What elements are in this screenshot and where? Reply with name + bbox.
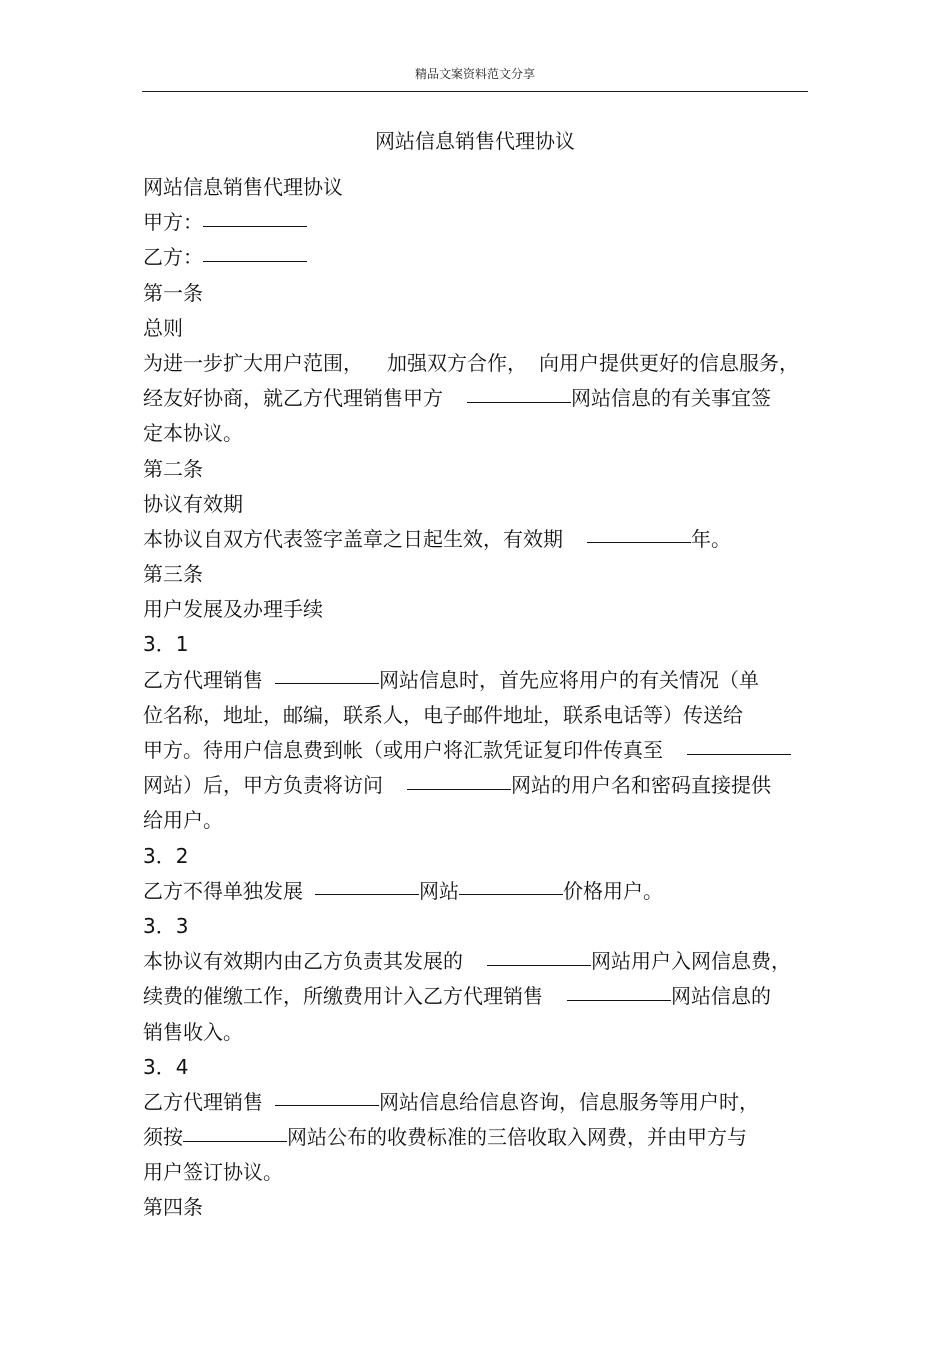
text-segment: 年。: [691, 526, 731, 551]
text-line: [143, 1050, 833, 1085]
text-segment: 乙方：: [143, 245, 203, 270]
text-line: [143, 663, 833, 698]
text-line: [143, 1190, 833, 1225]
text-line: [143, 311, 833, 346]
text-segment: 网站用户入网信息费，: [591, 949, 791, 974]
text-line: [143, 1015, 833, 1050]
text-line: [143, 346, 833, 381]
header-divider: [142, 91, 808, 92]
text-segment: 乙方代理销售: [143, 1089, 263, 1114]
text-segment: 销售收入。: [143, 1019, 243, 1044]
text-line: [143, 1085, 833, 1120]
text-line: [143, 909, 833, 944]
text-segment: 本协议有效期内由乙方负责其发展的: [143, 949, 463, 974]
text-line: [143, 557, 833, 592]
text-line: [143, 487, 833, 522]
text-segment: 3．2: [143, 843, 189, 868]
text-line: [143, 240, 833, 275]
text-line: [143, 733, 833, 768]
text-line: [143, 627, 833, 662]
page-header-text: 精品文案资料范文分享: [414, 67, 535, 81]
fill-in-blank: [487, 964, 591, 966]
fill-in-blank: [467, 401, 571, 403]
text-segment: 加强双方合作，: [387, 350, 527, 375]
text-segment: 网站信息的有关事宜签: [571, 386, 771, 411]
fill-in-blank: [275, 1104, 379, 1106]
fill-in-blank: [203, 225, 307, 227]
text-segment: 3．1: [143, 632, 189, 657]
fill-in-blank: [587, 541, 691, 543]
text-segment: 给用户。: [143, 808, 223, 833]
text-line: [143, 170, 833, 205]
text-segment: 续费的催缴工作，所缴费用计入乙方代理销售: [143, 984, 543, 1009]
text-segment: 本协议自双方代表签字盖章之日起生效，有效期: [143, 526, 563, 551]
text-line: [143, 205, 833, 240]
text-segment: 定本协议。: [143, 421, 243, 446]
text-line: [143, 276, 833, 311]
text-line: [143, 1155, 833, 1190]
text-segment: 第一条: [143, 280, 203, 305]
document-body: [143, 170, 833, 1226]
text-segment: 用户发展及办理手续: [143, 597, 323, 622]
text-segment: 第二条: [143, 456, 203, 481]
text-segment: 网站的用户名和密码直接提供: [511, 773, 771, 798]
text-line: [143, 522, 833, 557]
text-segment: 网站信息的: [671, 984, 771, 1009]
fill-in-blank: [315, 893, 419, 895]
text-line: [143, 768, 833, 803]
text-segment: 第三条: [143, 562, 203, 587]
document-title: 网站信息销售代理协议: [375, 129, 575, 153]
text-segment: 3．3: [143, 913, 189, 938]
fill-in-blank: [407, 788, 511, 790]
text-segment: 甲方：: [143, 210, 203, 235]
text-line: [143, 979, 833, 1014]
text-segment: 网站公布的收费标准的三倍收取入网费，并由甲方与: [287, 1125, 747, 1150]
text-segment: 经友好协商，就乙方代理销售甲方: [143, 386, 443, 411]
text-segment: 乙方代理销售: [143, 667, 263, 692]
text-segment: 用户签订协议。: [143, 1160, 283, 1185]
text-segment: 价格用户。: [563, 878, 663, 903]
text-segment: 位名称，地址，邮编，联系人，电子邮件地址，联系电话等）传送给: [143, 702, 743, 727]
text-segment: 乙方不得单独发展: [143, 878, 303, 903]
text-line: [143, 698, 833, 733]
fill-in-blank: [459, 893, 563, 895]
text-segment: 网站: [419, 878, 459, 903]
fill-in-blank: [275, 682, 379, 684]
text-line: [143, 381, 833, 416]
text-segment: 网站信息销售代理协议: [143, 175, 343, 199]
text-segment: 网站）后，甲方负责将访问: [143, 773, 383, 798]
text-segment: 网站信息时，首先应将用户的有关情况（单: [379, 667, 759, 692]
text-line: [143, 839, 833, 874]
text-segment: 3．4: [143, 1054, 189, 1079]
fill-in-blank: [183, 1140, 287, 1142]
text-line: [143, 803, 833, 838]
text-line: [143, 416, 833, 451]
text-segment: 甲方。待用户信息费到帐（或用户将汇款凭证复印件传真至: [143, 738, 663, 762]
text-segment: 网站信息给信息咨询，信息服务等用户时，: [379, 1089, 759, 1114]
text-line: [143, 1120, 833, 1155]
text-segment: 总则: [143, 315, 183, 340]
fill-in-blank: [687, 753, 791, 755]
text-segment: 为进一步扩大用户范围，: [143, 350, 363, 375]
fill-in-blank: [203, 260, 307, 262]
text-segment: 须按: [143, 1125, 183, 1150]
text-line: [143, 874, 833, 909]
text-line: [143, 592, 833, 627]
text-line: [143, 944, 833, 979]
fill-in-blank: [567, 999, 671, 1001]
text-segment: 第四条: [143, 1195, 203, 1220]
text-segment: 协议有效期: [143, 491, 243, 516]
text-segment: 向用户提供更好的信息服务，: [539, 350, 799, 375]
text-line: [143, 452, 833, 487]
